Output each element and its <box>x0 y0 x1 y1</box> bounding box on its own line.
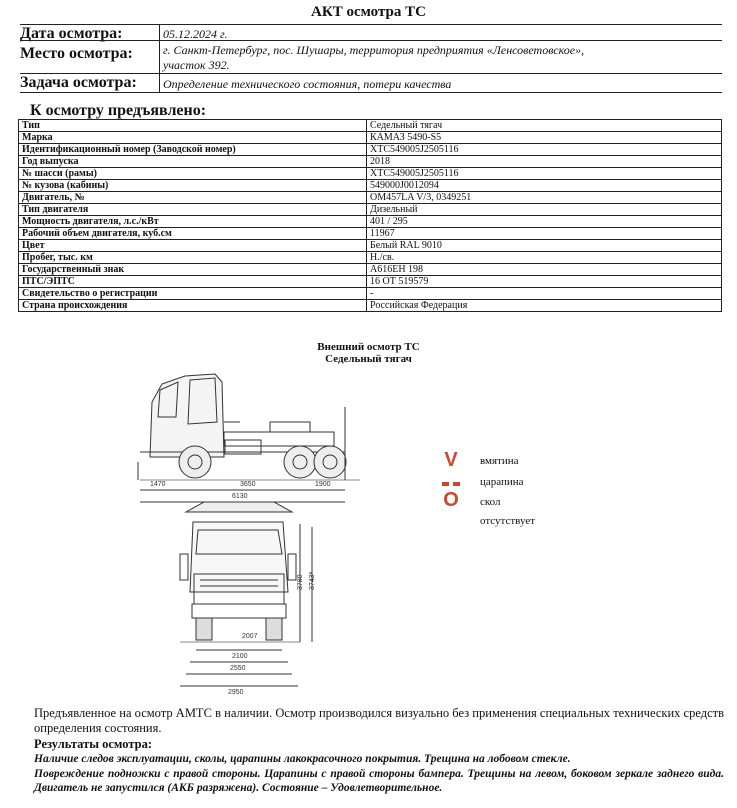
external-subtitle: Седельный тягач <box>325 353 412 365</box>
spec-row <box>19 156 722 168</box>
spec-key: Свидетельство о регистрации <box>19 288 367 300</box>
dim-3743: 3743* <box>309 571 316 590</box>
legend-dent-text: вмятина <box>480 455 519 467</box>
task-underline <box>20 92 722 93</box>
legend-scratch-text: царапина <box>480 476 524 488</box>
spec-row <box>19 180 722 192</box>
date-label: Дата осмотра: <box>20 25 123 42</box>
results-line1: Наличие следов эксплуатации, сколы, царапины лакокрасочного покрытия. Трещина на лобовом стекле. <box>34 753 571 765</box>
spec-value: А616ЕН 198 <box>367 264 722 276</box>
results-label: Результаты осмотра: <box>34 737 152 751</box>
spec-row <box>19 228 722 240</box>
external-title: Внешний осмотр ТС <box>317 341 420 353</box>
spec-row <box>19 204 722 216</box>
spec-key: Двигатель, № <box>19 192 367 204</box>
spec-row <box>19 264 722 276</box>
spec-value: 16 ОТ 519579 <box>367 276 722 288</box>
date-underline <box>20 40 722 41</box>
dim-2550: 2550 <box>230 665 246 672</box>
task-value: Определение технического состояния, потери качества <box>163 77 452 91</box>
dim-2950: 2950 <box>228 689 244 696</box>
spec-value: 549000J0012094 <box>367 180 722 192</box>
spec-value: Дизельный <box>367 204 722 216</box>
spec-row <box>19 300 722 312</box>
spec-value: XTC549005J2505116 <box>367 168 722 180</box>
document-title: АКТ осмотра ТС <box>311 4 426 20</box>
spec-value: OM457LA V/3, 0349251 <box>367 192 722 204</box>
spec-key: Мощность двигателя, л.с./кВт <box>19 216 367 228</box>
spec-value: - <box>367 288 722 300</box>
header-divider <box>159 24 160 92</box>
spec-key: Марка <box>19 132 367 144</box>
place-label: Место осмотра: <box>20 45 133 62</box>
spec-key: ПТС/ЭПТС <box>19 276 367 288</box>
spec-value: Н./св. <box>367 252 722 264</box>
dim-3650: 3650 <box>240 481 256 488</box>
truck-drawing <box>0 362 737 702</box>
results-line2: Повреждение подножки с правой стороны. Царапины с правой стороны бампера. Трещины на левом, боковом зеркале заднего вида. Двигатель не запустился (АКБ разряжена). Состояние – Удовлетворительное. <box>34 768 724 794</box>
spec-row <box>19 132 722 144</box>
spec-key: Государственный знак <box>19 264 367 276</box>
spec-key: Пробег, тыс. км <box>19 252 367 264</box>
intro-paragraph: Предъявленное на осмотр АМТС в наличии. Осмотр производился визуально без применения специальных технических средств определения состояния. <box>34 706 724 735</box>
chip-o-icon: O <box>443 489 459 511</box>
dim-2100: 2100 <box>232 653 248 660</box>
spec-value: XTC549005J2505116 <box>367 144 722 156</box>
spec-row <box>19 120 722 132</box>
presented-heading: К осмотру предъявлено: <box>30 102 207 119</box>
dim-1900: 1900 <box>315 481 331 488</box>
dim-6130: 6130 <box>232 493 248 500</box>
spec-key: Тип двигателя <box>19 204 367 216</box>
spec-row <box>19 276 722 288</box>
spec-key: Рабочий объем двигателя, куб.см <box>19 228 367 240</box>
spec-value: 11967 <box>367 228 722 240</box>
legend-chip-text: скол <box>480 496 501 508</box>
spec-value: 2018 <box>367 156 722 168</box>
spec-key: Идентификационный номер (Заводской номер) <box>19 144 367 156</box>
spec-key: Страна происхождения <box>19 300 367 312</box>
legend-missing-text: отсутствует <box>480 515 536 527</box>
spec-row <box>19 144 722 156</box>
spec-row <box>19 288 722 300</box>
dim-2007: 2007 <box>242 633 258 640</box>
spec-row <box>19 240 722 252</box>
dim-1470: 1470 <box>150 481 166 488</box>
spec-table <box>18 119 722 312</box>
task-label: Задача осмотра: <box>20 74 137 91</box>
spec-row <box>19 192 722 204</box>
spec-key: Тип <box>19 120 367 132</box>
spec-value: КАМАЗ 5490-S5 <box>367 132 722 144</box>
date-value: 05.12.2024 г. <box>163 27 228 41</box>
place-value-line2: участок 392. <box>163 58 230 72</box>
spec-value: Российская Федерация <box>367 300 722 312</box>
spec-value: Белый RAL 9010 <box>367 240 722 252</box>
dim-3780: 3780 <box>297 574 304 590</box>
spec-key: № кузова (кабины) <box>19 180 367 192</box>
dent-v-icon: V <box>444 449 458 471</box>
spec-value: 401 / 295 <box>367 216 722 228</box>
header-top-line <box>20 24 722 25</box>
spec-row <box>19 168 722 180</box>
spec-row <box>19 252 722 264</box>
spec-key: № шасси (рамы) <box>19 168 367 180</box>
spec-key: Год выпуска <box>19 156 367 168</box>
spec-key: Цвет <box>19 240 367 252</box>
place-value-line1: г. Санкт-Петербург, пос. Шушары, территория предприятия «Ленсоветовское», <box>163 43 585 57</box>
spec-value: Седельный тягач <box>367 120 722 132</box>
spec-row <box>19 216 722 228</box>
